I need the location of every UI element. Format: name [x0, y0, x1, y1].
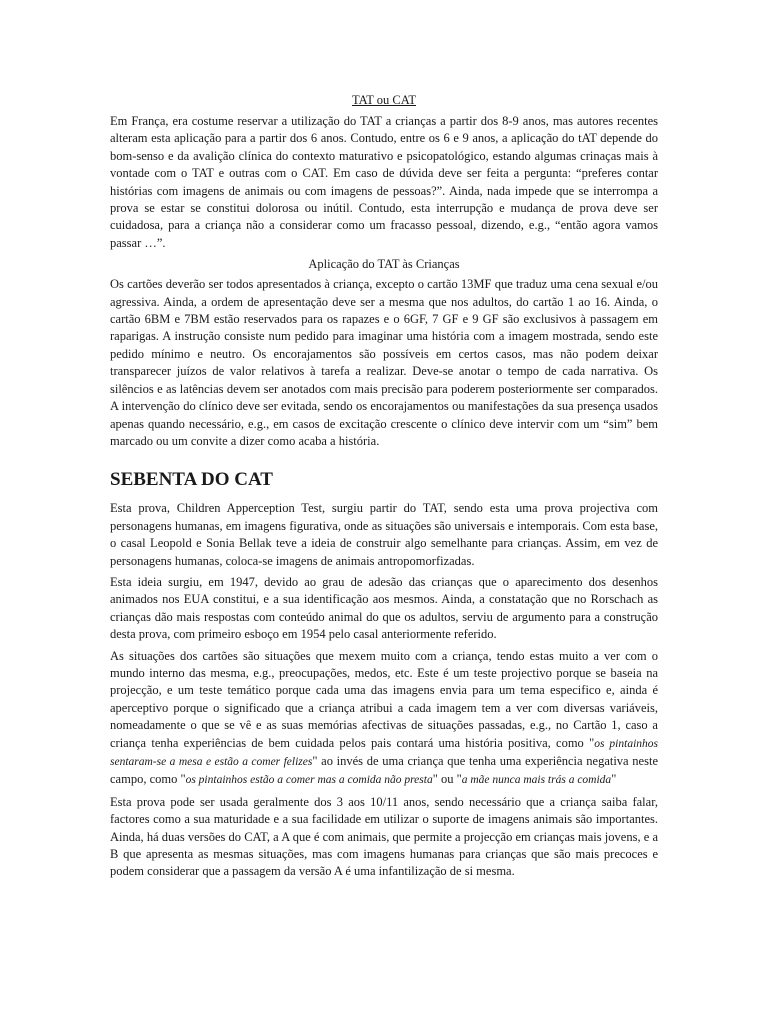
paragraph-cat-history: Esta ideia surgiu, em 1947, devido ao grau de adesão das crianças que o aparecimento dos desenhos animados nos EUA constitui, e a sua identificação aos mesmos. Ainda, a constatação que no Rorschach as crianças dão mais respostas com conteúdo animal do que os adultos, serviu de argumento para a construção desta prova, com primeiro esboço em 1954 pelo casal anteriormente referido. — [110, 574, 658, 642]
subsection-title: Aplicação do TAT às Crianças — [308, 257, 460, 272]
quote-negative-story-2: a mãe nunca mais trás a comida — [461, 774, 612, 787]
paragraph-tat-application: Os cartões deverão ser todos apresentados à criança, excepto o cartão 13MF que traduz uma cena sexual e/ou agressiva. Ainda, a ordem de apresentação deve ser a mesma que nos adultos, do cartão 1 ao 16. Ainda, o cartão 6BM e 7BM estão reservados para os rapazes e o 6GF, 7 GF e 9 GF são exclusivos à passagem em raparigas. A instrução consiste num pedido para imaginar uma história com a imagem mostrada, sendo este pedido mínimo e neutro. Os encorajamentos são possíveis em certos casos, mas não podem deixar transparecer juízos de valor relativos à tarefa a realizar. Deve-se anotar o tempo de cada narrativa. Os silêncios e as latências devem ser anotados com mais precisão para poderem posteriormente ser comparados. A intervenção do clínico deve ser evitada, sendo os encorajamentos ou manifestações da sua presença usados apenas quando necessário, e.g., em casos de excitação crescente o clínico deve intervir com um “sim” bem marcado ou um convite a dizer como acaba a história. — [110, 277, 658, 448]
page-title: TAT ou CAT — [351, 93, 417, 107]
paragraph-tat-age: Em França, era costume reservar a utilização do TAT a crianças a partir dos 8-9 anos, mas autores recentes alteram esta aplicação para a partir dos 6 anos. Contudo, entre os 6 e 9 anos, a aplicação do tAT depende do bom-senso e da avalição clínica do contexto maturativo e psicopatológico, estando algumas crinaças mais à vontade com o TAT e outras com o CAT. Em caso de dúvida deve ser feita a pergunta: “preferes contar histórias com imagens de animais ou com imagens de pessoas?”. Ainda, nada impede que se interrompa a prova se estar se constitui dolorosa ou inútil. Contudo, esta interrupção e mudança de prova deve ser cuidadosa, para a criança não a considerar como um fracasso pessoal, dizendo, e.g., “então agora vamos passar …”. — [110, 114, 658, 250]
document-page — [110, 92, 658, 885]
paragraph-text: " ou " — [432, 772, 462, 787]
quote-positive-story: os pintainhos sentaram-se a mesa e estão a comer felizes — [110, 737, 658, 768]
paragraph-text: As situações dos cartões são situações que mexem muito com a criança, tendo estas muito a ver com o mundo interno das mesma, e.g., preocupações, medos, etc. Este é um teste projectivo porque se baseia na projecção, e um teste temático porque cada uma das imagens envia para um tema especifico e, ainda é aperceptivo porque o significado que a criança atribui a cada imagem tem a ver com diversas variáveis, nomeadamente o que se vê e as suas memórias afectivas de situações passadas, e.g., no Cartão 1, caso a criança tenha experiências de bem cuidada pelos pais contará uma história positiva, como " — [110, 648, 658, 750]
paragraph-cat-situations — [110, 648, 658, 790]
section-heading: SEBENTA DO CAT — [110, 469, 273, 491]
paragraph-text: " ao invés de uma criança que tenha uma experiência negativa neste campo, como " — [110, 754, 658, 787]
paragraph-cat-origin: Esta prova, Children Apperception Test, surgiu partir do TAT, sendo esta uma prova projectiva com personagens humanas, em imagens figurativa, onde as situações são universais e intemporais. Com esta base, o casal Leopold e Sonia Bellak teve a ideia de construir algo semelhante para crianças. Assim, em vez de personagens humanas, coloca-se imagens de animais antropomorfizadas. — [110, 501, 658, 568]
paragraph-cat-usage: Esta prova pode ser usada geralmente dos 3 aos 10/11 anos, sendo necessário que a criança saiba falar, factores como a sua maturidade e a sua facilidade em utilizar o suporte de imagens animais são importantes. Ainda, há duas versões do CAT, a A que é com animais, que permite a projecção em crianças mais jovens, e a B que apresenta as mesmas situações, mas com imagens humanas para crianças que são mais precoces e podem considerar que a passagem da versão A é uma infantilização de si mesma. — [110, 794, 658, 879]
paragraph-text: " — [611, 772, 617, 787]
quote-negative-story: os pintainhos estão a comer mas a comida não presta — [185, 774, 433, 787]
